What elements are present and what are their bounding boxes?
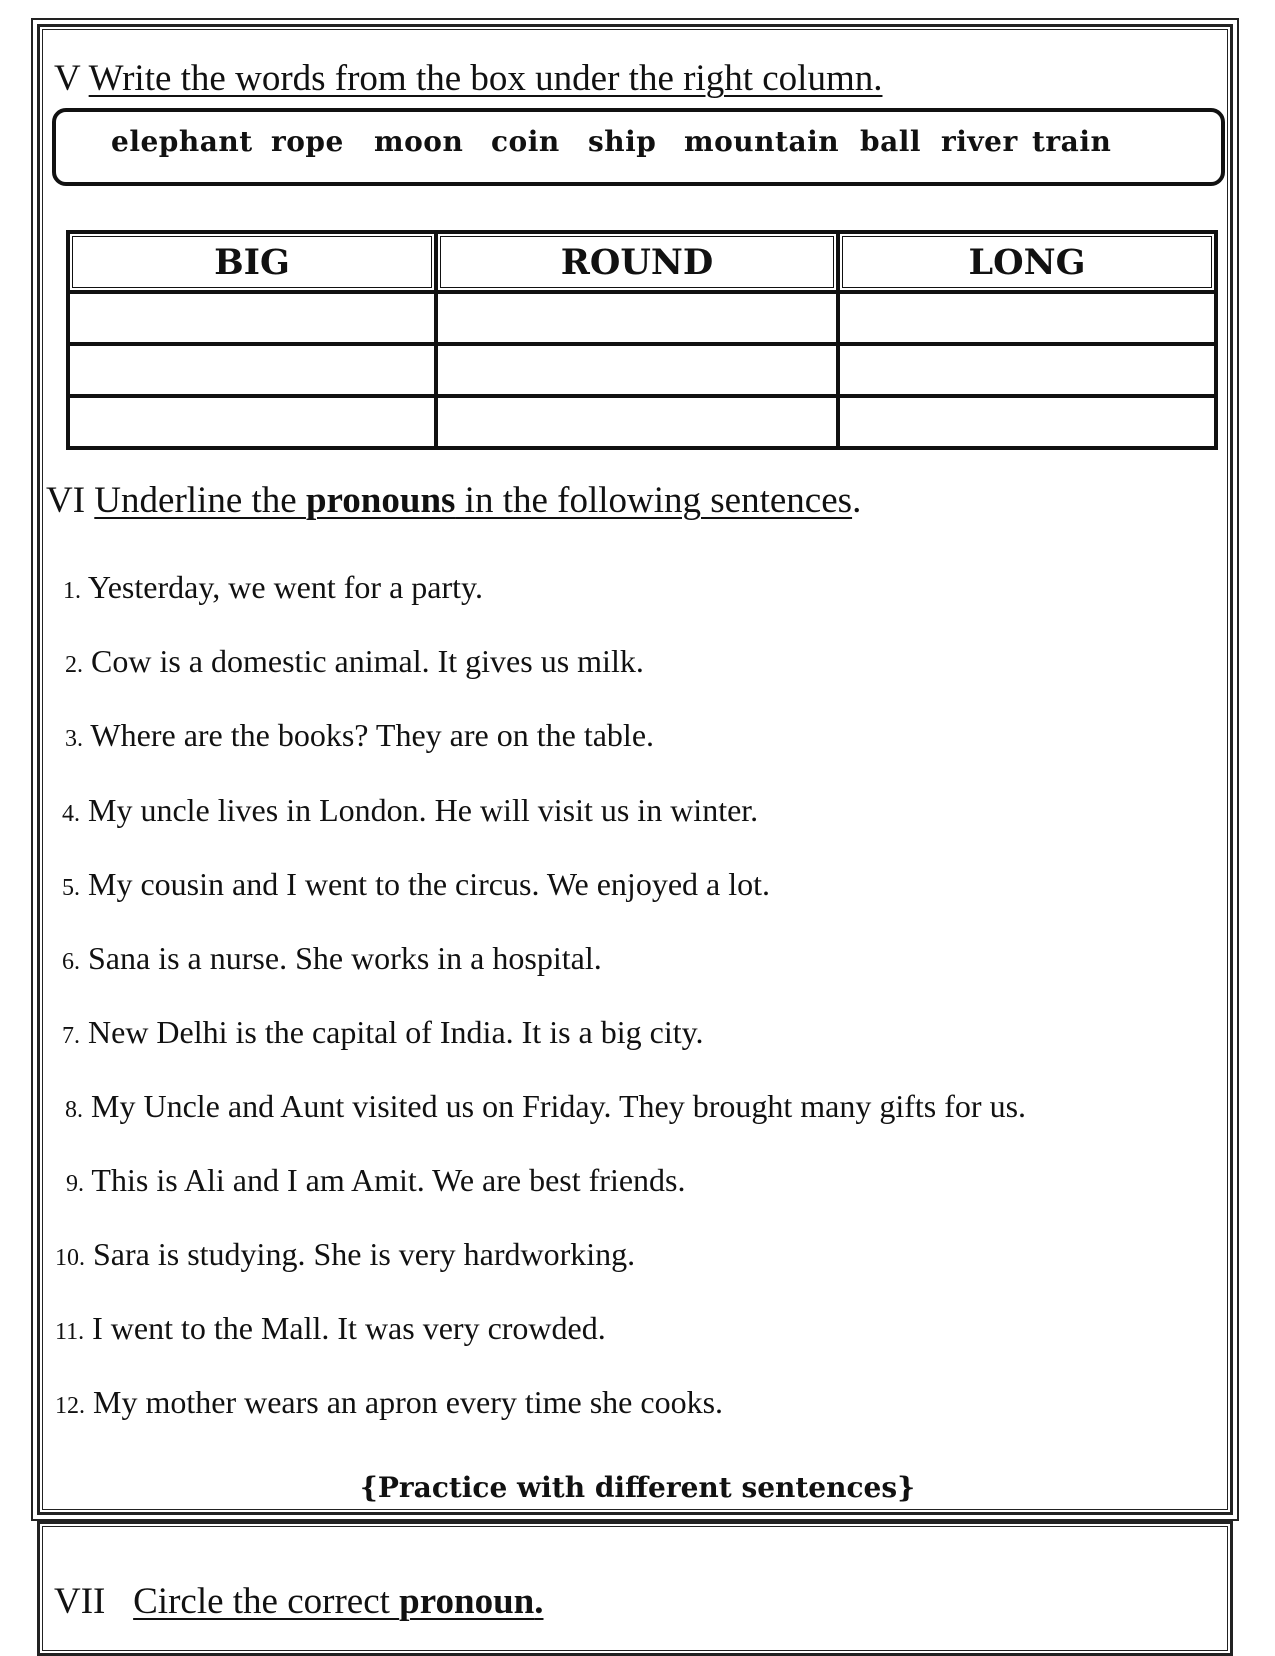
sentence-number: 7. [62,1023,80,1049]
sentence-number: 10. [55,1245,85,1271]
sentence-number: 4. [62,801,80,827]
word-box-item: elephant [111,125,253,158]
word-box-item: ball [860,125,921,158]
answer-cell[interactable] [838,292,1216,344]
instruction-text: Circle the correct [133,1581,400,1622]
sentence-number: 11. [55,1319,85,1345]
column-header-big: BIG [68,232,436,292]
sentence-number: 5. [62,875,80,901]
word-box-item: river [941,125,1018,158]
sentence-number: 6. [62,949,80,975]
answer-cell[interactable] [838,344,1216,396]
answer-cell[interactable] [838,396,1216,448]
sentence-text: Sara is studying. She is very hardworking. [93,1236,636,1272]
sentence-text: Where are the books? They are on the table. [90,717,655,753]
word-box-item: rope [271,125,344,158]
column-header-round: ROUND [436,232,838,292]
sentence-text: New Delhi is the capital of India. It is a big city. [88,1014,704,1050]
sentence-item [66,1164,685,1196]
word-box-item: train [1032,125,1112,158]
sentence-text: This is Ali and I am Amit. We are best friends. [91,1162,686,1198]
section5-number: V [54,58,81,99]
table-row [68,292,1216,344]
sentence-item [55,1312,606,1344]
section6-heading [46,482,861,519]
word-box-item: coin [491,125,560,158]
sentence-item [62,942,602,974]
section5-heading [54,60,882,97]
answer-cell[interactable] [436,396,838,448]
word-box-item: moon [374,125,464,158]
sentence-text: My Uncle and Aunt visited us on Friday. They brought many gifts for us. [91,1088,1027,1124]
sentence-text: Yesterday, we went for a party. [87,569,483,605]
answer-cell[interactable] [436,344,838,396]
sentence-item [62,794,758,826]
section6-instruction [94,480,852,521]
table-row [68,344,1216,396]
table-header-row [68,232,1216,292]
instruction-period: . [852,480,862,521]
sentence-number: 2. [65,652,83,678]
answer-cell[interactable] [68,344,436,396]
sentence-item [65,645,644,677]
word-box-item: mountain [684,125,840,158]
section5-instruction: Write the words from the box under the right column. [88,58,883,99]
answer-cell[interactable] [68,396,436,448]
section6-number: VI [46,480,86,521]
sentence-text: I went to the Mall. It was very crowded. [92,1310,606,1346]
sentence-number: 3. [65,726,83,752]
column-header-long: LONG [838,232,1216,292]
sentence-text: My mother wears an apron every time she cooks. [93,1384,724,1420]
sentence-number: 8. [65,1097,83,1123]
sentence-text: Sana is a nurse. She works in a hospital. [88,940,602,976]
instruction-text: Underline the [94,480,306,521]
sentence-item [65,719,654,751]
sentence-item [55,1386,723,1418]
sentence-item [65,1090,1026,1122]
instruction-keyword: pronoun [399,1581,535,1622]
sentence-item [62,868,770,900]
practice-note: {Practice with different sentences} [359,1471,916,1504]
sentence-number: 12. [55,1393,85,1419]
instruction-text: in the following sentences [455,480,853,521]
sentence-text: My uncle lives in London. He will visit us in winter. [88,792,759,828]
section7-number: VII [54,1581,106,1622]
sentence-number: 9. [66,1171,84,1197]
instruction-keyword: pronouns [305,480,456,521]
sentence-text: My cousin and I went to the circus. We enjoyed a lot. [88,866,770,902]
table-row [68,396,1216,448]
sentence-item [62,1016,704,1048]
sentence-text: Cow is a domestic animal. It gives us milk. [91,643,644,679]
sentence-item [55,1238,635,1270]
sorting-table [66,230,1218,450]
sentence-item [63,571,483,603]
section7-heading [54,1583,544,1620]
answer-cell[interactable] [436,292,838,344]
instruction-period: . [534,1581,544,1622]
word-box-item: ship [588,125,657,158]
sentence-number: 1. [63,578,81,604]
section7-instruction [133,1581,543,1622]
answer-cell[interactable] [68,292,436,344]
